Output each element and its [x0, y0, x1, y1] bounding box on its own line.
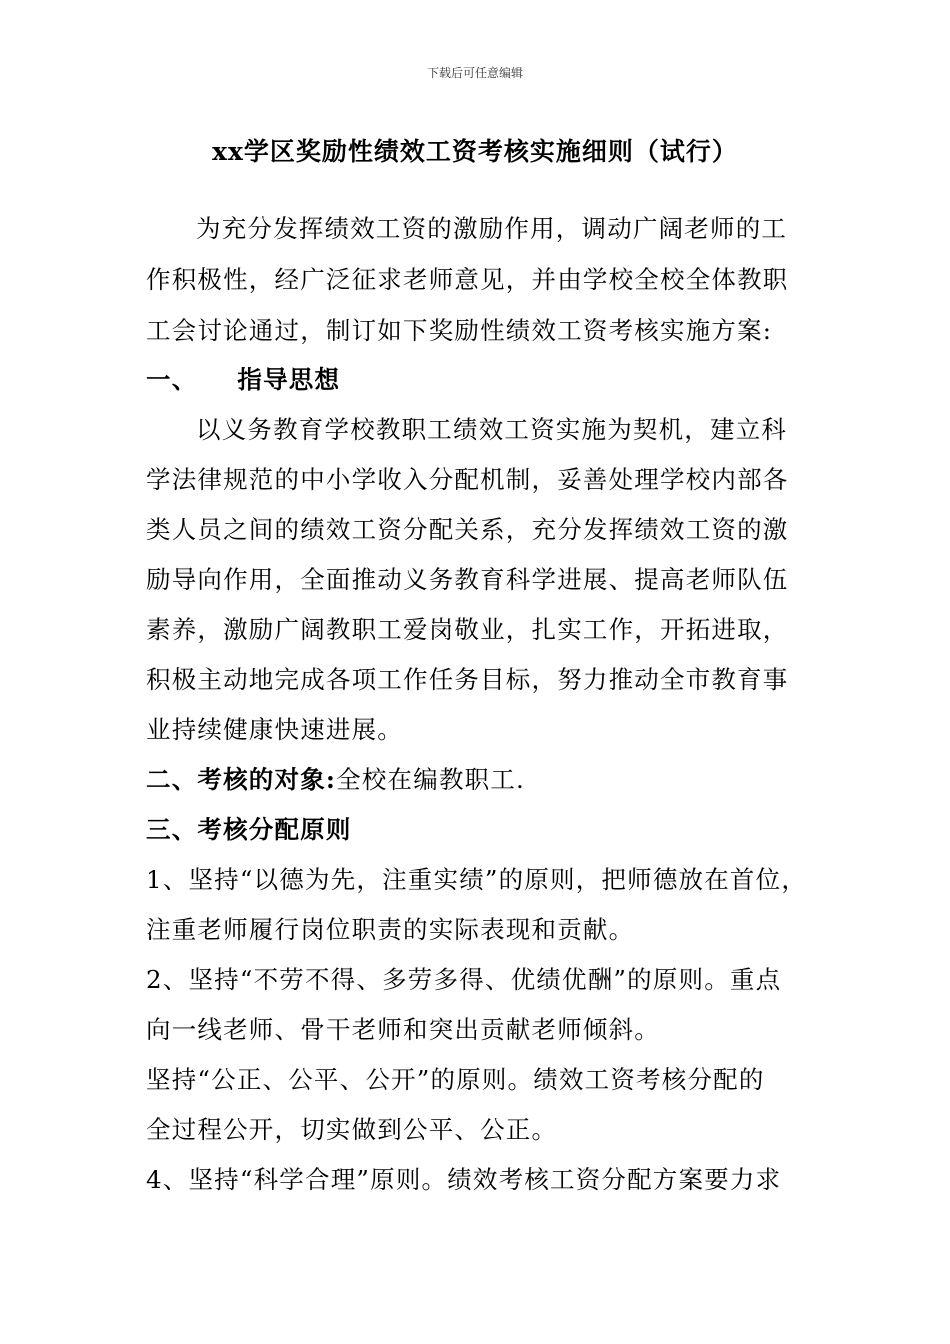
section2-text: 全校在编教职工.: [336, 765, 526, 794]
section3-line: 1、坚持“以德为先，注重实绩”的原则，把师德放在首位，: [146, 865, 808, 894]
section1-line: 积极主动地完成各项工作任务目标，努力推动全市教育事: [146, 665, 789, 694]
section3-line: 向一线老师、骨干老师和突出贡献老师倾斜。: [146, 1015, 660, 1044]
section2-title: 二、考核的对象:: [146, 765, 337, 794]
section3-line: 坚持“公正、公平、公开”的原则。绩效工资考核分配的: [146, 1065, 765, 1094]
document-title: xx学区奖励性绩效工资考核实施细则（试行）: [212, 137, 738, 166]
section3-line: 全过程公开，切实做到公平、公正。: [146, 1115, 558, 1144]
section3-heading: 三、考核分配原则: [146, 815, 352, 844]
intro-line: 作积极性，经广泛征求老师意见，并由学校全校全体教职: [146, 265, 789, 294]
section1-line: 学法律规范的中小学收入分配机制，妥善处理学校内部各: [146, 465, 789, 494]
section1-title: 指导思想: [237, 365, 341, 394]
section1-line: 业持续健康快速进展。: [146, 715, 403, 744]
intro-line: 工会讨论通过，制订如下奖励性绩效工资考核实施方案:: [146, 316, 773, 345]
section1-line: 励导向作用，全面推动义务教育科学进展、提高老师队伍: [146, 565, 789, 594]
intro-line: 为充分发挥绩效工资的激励作用，调动广阔老师的工: [196, 214, 788, 243]
section1-line: 以义务教育学校教职工绩效工资实施为契机，建立科: [196, 415, 788, 444]
section1-line: 素养，激励广阔教职工爱岗敬业，扎实工作，开拓进取，: [146, 615, 789, 644]
section1-heading: [146, 361, 826, 396]
section2-line: [146, 761, 826, 796]
section1-number: 一、: [146, 365, 198, 394]
section3-line: 注重老师履行岗位职责的实际表现和贡献。: [146, 915, 635, 944]
section3-line: 2、坚持“不劳不得、多劳多得、优绩优酬”的原则。重点: [146, 965, 782, 994]
section3-line: 4、坚持“科学合理”原则。绩效考核工资分配方案要力求: [146, 1165, 782, 1194]
section1-line: 类人员之间的绩效工资分配关系，充分发挥绩效工资的激: [146, 515, 789, 544]
page-header: 下载后可任意编辑: [426, 66, 523, 80]
